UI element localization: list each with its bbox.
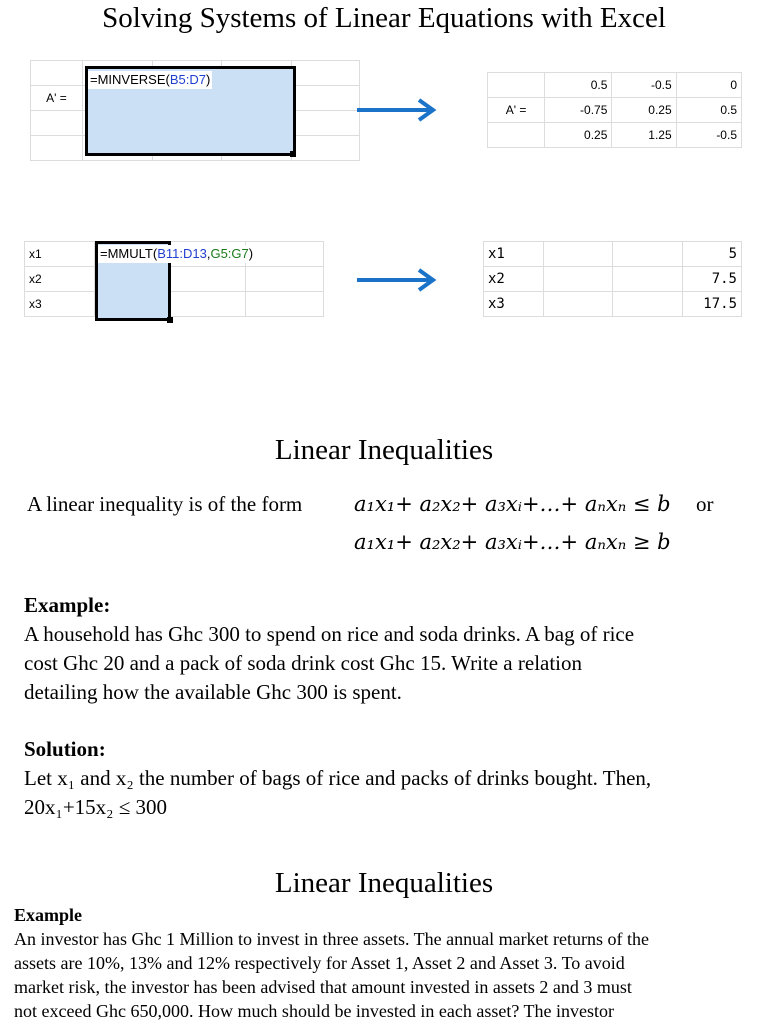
example-line: not exceed Ghc 650,000. How much should be invested in each asset? The investor [14,1001,615,1021]
inverse-cell: -0.5 [676,123,741,148]
example-line: market risk, the investor has been advised that amount invested in assets 2 and 3 must [14,977,632,997]
solution-line-2: 20x₁+15x₂ ≤ 300 [24,795,168,819]
page-title: Solving Systems of Linear Equations with Excel [102,2,666,34]
inverse-cell: 0.25 [612,98,676,123]
solution-grid [483,241,742,317]
inverse-cell: -0.5 [612,73,676,98]
fill-handle[interactable] [290,151,296,157]
mmult-row-label: x2 [25,267,95,292]
solution-label: x2 [484,267,544,292]
fill-handle[interactable] [167,317,173,323]
inequality-leq: a₁x₁+ a₂x₂+ a₃xᵢ+…+ aₙxₙ ≤ b [354,492,671,516]
solution-label: x3 [484,292,544,317]
inverse-cell: 1.25 [612,123,676,148]
example-text [24,620,754,707]
example-heading: Example [14,905,83,925]
excel-inverse-result [487,72,742,154]
solution-line-1: Let x₁ and x₂ the number of bags of rice and packs of drinks bought. Then, [24,766,652,790]
solution-value: 17.5 [683,292,742,317]
section-heading: Linear Inequalities [274,867,494,899]
inverse-cell: 0.25 [545,123,612,148]
solution-heading: Solution: [24,737,106,761]
section-heading: Linear Inequalities [274,434,494,466]
excel-minverse-sheet [30,60,360,160]
example-line: An investor has Ghc 1 Million to invest in three assets. The annual market returns of the [14,929,650,949]
minverse-label: A' = [31,86,83,111]
example-line: A household has Ghc 300 to spend on rice and soda drinks. A bag of rice [24,622,635,646]
inverse-grid [487,72,742,148]
right-arrow-icon [355,98,439,122]
inverse-label: A' = [488,98,545,123]
mmult-row-label: x1 [25,242,95,267]
investor-example-text [14,927,750,1023]
mmult-formula[interactable]: =MMULT(B11:D13,G5:G7) [100,246,254,261]
inverse-cell: 0 [676,73,741,98]
solution-label: x1 [484,242,544,267]
inequality-geq: a₁x₁+ a₂x₂+ a₃xᵢ+…+ aₙxₙ ≥ b [354,530,671,554]
example-line: cost Ghc 20 and a pack of soda drink cost Ghc 15. Write a relation [24,651,583,675]
inequality-or: or [696,492,714,516]
excel-mmult-sheet [24,241,324,323]
solution-value: 7.5 [683,267,742,292]
inequality-intro: A linear inequality is of the form [27,492,303,516]
example-line: assets are 10%, 13% and 12% respectively for Asset 1, Asset 2 and Asset 3. To avoid [14,953,625,973]
excel-solution-result [483,241,742,319]
mmult-row-label: x3 [25,292,95,317]
inverse-cell: -0.75 [545,98,612,123]
example-line: detailing how the available Ghc 300 is spent. [24,680,402,704]
solution-value: 5 [683,242,742,267]
example-heading: Example: [24,593,111,617]
minverse-formula[interactable]: =MINVERSE(B5:D7) [90,72,211,87]
inverse-cell: 0.5 [676,98,741,123]
right-arrow-icon [355,268,439,292]
inverse-cell: 0.5 [545,73,612,98]
